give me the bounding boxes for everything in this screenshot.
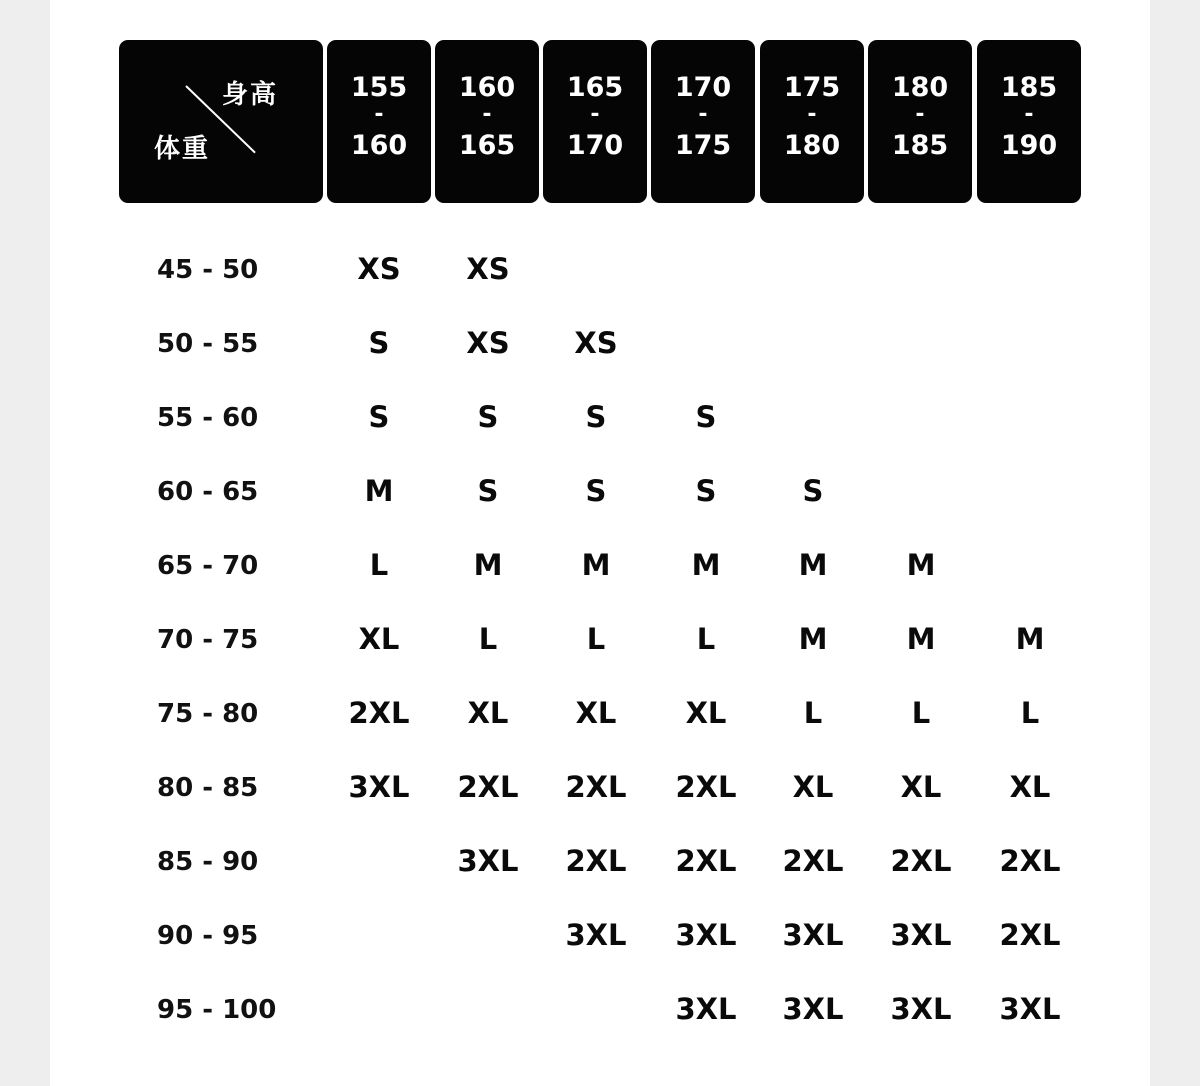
size-cell: S [368, 326, 390, 360]
size-cell: XL [685, 696, 727, 730]
weight-row-label: 95 - 100 [157, 995, 277, 1025]
size-cell: S [802, 474, 824, 508]
weight-row-label: 80 - 85 [157, 773, 259, 803]
size-cell: L [369, 548, 389, 582]
size-cell: 3XL [782, 992, 844, 1026]
corner-header-cell [119, 40, 323, 203]
size-cell: XL [575, 696, 617, 730]
size-cell: XS [466, 252, 510, 286]
height-column-header [543, 40, 647, 203]
size-cell: 2XL [782, 844, 844, 878]
size-cell: 3XL [782, 918, 844, 952]
height-separator: - [590, 102, 600, 127]
size-cell: M [798, 622, 828, 656]
size-cell: M [1015, 622, 1045, 656]
size-cell: S [585, 474, 607, 508]
height-separator: - [807, 102, 817, 127]
size-cell: S [695, 474, 717, 508]
size-cell: 2XL [999, 844, 1061, 878]
size-cell: XL [900, 770, 942, 804]
weight-row-label: 85 - 90 [157, 847, 259, 877]
size-cell: 3XL [457, 844, 519, 878]
size-cell: 3XL [999, 992, 1061, 1026]
height-separator: - [374, 102, 384, 127]
size-cell: 2XL [675, 770, 737, 804]
height-to: 190 [1000, 130, 1058, 161]
height-from: 180 [891, 72, 949, 103]
size-cell: 3XL [890, 992, 952, 1026]
size-cell: 3XL [348, 770, 410, 804]
size-cell: 3XL [675, 992, 737, 1026]
size-cell: 2XL [999, 918, 1061, 952]
weight-row-label: 50 - 55 [157, 329, 259, 359]
height-to: 180 [783, 130, 841, 161]
size-cell: XS [466, 326, 510, 360]
size-cell: M [798, 548, 828, 582]
size-cell: S [477, 400, 499, 434]
height-column-header [760, 40, 864, 203]
height-column-header [977, 40, 1081, 203]
size-cell: M [473, 548, 503, 582]
height-from: 185 [1000, 72, 1058, 103]
size-cell: 3XL [675, 918, 737, 952]
height-to: 185 [891, 130, 949, 161]
size-cell: 2XL [457, 770, 519, 804]
height-column-header [435, 40, 539, 203]
height-from: 165 [566, 72, 624, 103]
weight-axis-label: 体重 [154, 134, 211, 164]
height-from: 155 [350, 72, 408, 103]
size-cell: 2XL [675, 844, 737, 878]
size-cell: S [477, 474, 499, 508]
height-separator: - [482, 102, 492, 127]
size-cell: 2XL [348, 696, 410, 730]
height-to: 170 [566, 130, 624, 161]
size-cell: XS [357, 252, 401, 286]
height-to: 160 [350, 130, 408, 161]
height-from: 170 [674, 72, 732, 103]
height-separator: - [1024, 102, 1034, 127]
size-cell: XL [358, 622, 400, 656]
size-cell: S [695, 400, 717, 434]
size-cell: L [803, 696, 823, 730]
size-cell: XL [792, 770, 834, 804]
weight-row-label: 65 - 70 [157, 551, 259, 581]
size-cell: L [478, 622, 498, 656]
height-column-header [327, 40, 431, 203]
size-cell: 2XL [565, 844, 627, 878]
weight-row-label: 75 - 80 [157, 699, 259, 729]
size-cell: M [581, 548, 611, 582]
height-to: 175 [674, 130, 732, 161]
weight-row-label: 45 - 50 [157, 255, 259, 285]
size-cell: 2XL [565, 770, 627, 804]
size-cell: L [696, 622, 716, 656]
size-cell: L [586, 622, 606, 656]
size-cell: M [906, 622, 936, 656]
size-cell: XL [467, 696, 509, 730]
size-cell: 3XL [890, 918, 952, 952]
size-cell: M [364, 474, 394, 508]
height-to: 165 [458, 130, 516, 161]
weight-row-label: 55 - 60 [157, 403, 259, 433]
size-cell: S [368, 400, 390, 434]
weight-row-label: 90 - 95 [157, 921, 259, 951]
weight-row-label: 70 - 75 [157, 625, 259, 655]
height-separator: - [698, 102, 708, 127]
weight-row-label: 60 - 65 [157, 477, 259, 507]
size-cell: S [585, 400, 607, 434]
height-from: 175 [783, 72, 841, 103]
size-cell: M [906, 548, 936, 582]
height-separator: - [915, 102, 925, 127]
size-cell: M [691, 548, 721, 582]
height-column-header [868, 40, 972, 203]
height-axis-label: 身高 [222, 80, 279, 110]
height-column-header [651, 40, 755, 203]
size-cell: 2XL [890, 844, 952, 878]
size-cell: L [911, 696, 931, 730]
size-cell: XS [574, 326, 618, 360]
size-cell: 3XL [565, 918, 627, 952]
size-cell: L [1020, 696, 1040, 730]
height-from: 160 [458, 72, 516, 103]
size-cell: XL [1009, 770, 1051, 804]
